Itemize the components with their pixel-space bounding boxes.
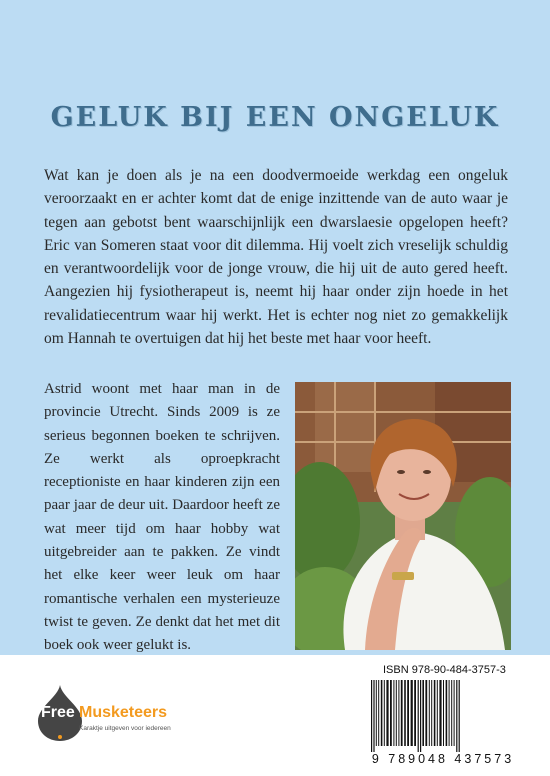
barcode-bars	[361, 680, 525, 754]
barcode-bar	[414, 680, 416, 746]
ean-digits: 9 789048 437573	[371, 752, 515, 766]
barcode-bar	[456, 680, 457, 752]
isbn-label: ISBN 978-90-484-3757-3	[383, 664, 506, 676]
barcode-bar	[386, 680, 388, 746]
barcode-bar	[443, 680, 444, 746]
barcode-bar	[446, 680, 448, 746]
barcode-bar	[418, 680, 419, 752]
barcode-bar	[404, 680, 406, 746]
barcode-bar	[373, 680, 374, 752]
barcode-bar	[454, 680, 455, 746]
barcode-bar	[398, 680, 399, 746]
publisher-name-free: Free	[41, 704, 75, 721]
barcode-bar	[407, 680, 409, 746]
barcode-bar	[378, 680, 379, 746]
publisher-name-musketeers: Musketeers	[79, 704, 168, 721]
barcode-bar	[396, 680, 397, 746]
barcode-bar	[459, 680, 460, 752]
barcode-bar	[425, 680, 427, 746]
barcode-bar	[411, 680, 413, 746]
barcode-bar	[437, 680, 438, 746]
publisher-tagline: Karaktje uitgeven voor iedereen	[79, 725, 171, 732]
barcode-bar	[429, 680, 430, 746]
barcode-bar	[393, 680, 394, 746]
publisher-logo	[36, 685, 196, 745]
barcode-bar	[434, 680, 436, 746]
isbn-barcode	[361, 660, 525, 772]
barcode-bar	[390, 680, 392, 746]
author-photo	[295, 382, 511, 650]
book-blurb: Wat kan je doen als je na een doodvermoeide werkdag een ongeluk veroorzaakt en er achter komt dat de enige inzittende van de auto waar je tegen aan gebotst bent waarschijnlijk een dwarslaesie opgelopen heeft? Eric van Someren staat voor dit dilemma. Hij voelt zich vreselijk schuldig en verantwoordelijk voor de jonge vrouw, die hij uit de auto gered heeft. Aangezien hij fysiotherapeut is, neemt hij haar onder zijn hoede in het revalidatiecentrum waar hij werkt. Het is echter nog niet zo gemakkelijk om Hannah te overtuigen dat hij het beste met haar voor heeft.	[44, 167, 508, 348]
author-bio: Astrid woont met haar man in de provincie Utrecht. Sinds 2009 is ze serieus begonnen boeken te schrijven. Ze werkt als oproepkracht receptioniste en haar kinderen zijn een paar jaar de deur uit. Daardoor heeft ze wat meer tijd om haar hobby wat uitgebreider aan te pakken. Ze vindt het elke keer weer leuk om haar romantische verhalen een mysterieuze twist te geven. Ze denkt dat het met dit boek ook weer gelukt is.	[44, 381, 280, 654]
barcode-bar	[431, 680, 432, 746]
barcode-bar	[449, 680, 450, 746]
barcode-bar	[381, 680, 383, 746]
book-title: GELUK BIJ EEN ONGELUK	[50, 102, 500, 134]
barcode-bar	[422, 680, 424, 746]
barcode-bar	[384, 680, 385, 746]
barcode-bar	[420, 680, 421, 752]
barcode-bar	[451, 680, 452, 746]
barcode-bar	[401, 680, 403, 746]
barcode-bar	[439, 680, 441, 746]
barcode-bar	[376, 680, 377, 746]
barcode-bar	[371, 680, 372, 752]
